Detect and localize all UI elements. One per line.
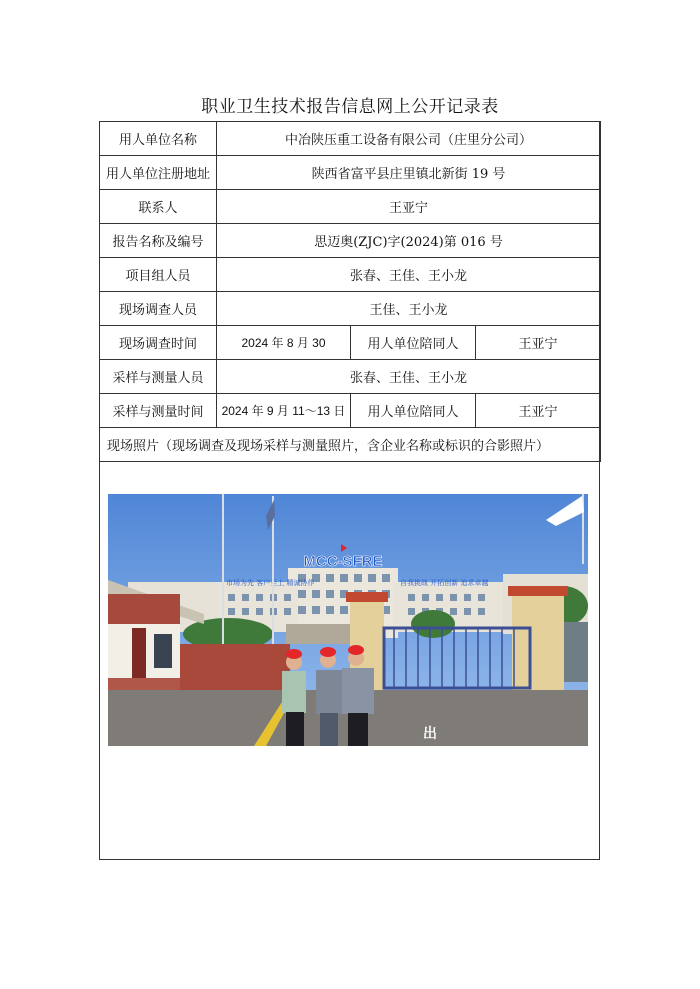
table-row: [100, 224, 601, 258]
registered-address-label: 用人单位注册地址: [100, 156, 217, 190]
employer-name-label: 用人单位名称: [100, 122, 217, 156]
table-row: [100, 156, 601, 190]
site-survey-time-value: 2024 年 8 月 30: [217, 326, 351, 360]
report-name-label: 报告名称及编号: [100, 224, 217, 258]
company-sign-text: MCC-SFRE: [303, 553, 383, 570]
survey-companion-label: 用人单位陪同人: [351, 326, 476, 360]
project-members-label: 项目组人员: [100, 258, 217, 292]
site-survey-staff-label: 现场调查人员: [100, 292, 217, 326]
table-row: [100, 122, 601, 156]
photos-note: 现场照片（现场调查及现场采样与测量照片，含企业名称或标识的合影照片）: [100, 428, 601, 462]
sampling-time-value: 2024 年 9 月 11～13 日: [217, 394, 351, 428]
document-title: 职业卫生技术报告信息网上公开记录表: [201, 97, 499, 117]
survey-companion-value: 王亚宁: [476, 326, 601, 360]
employer-name-value: 中冶陕压重工设备有限公司（庄里分公司）: [217, 122, 601, 156]
table-row: [100, 360, 601, 394]
project-members-value: 张春、王佳、王小龙: [217, 258, 601, 292]
sampling-time-label: 采样与测量时间: [100, 394, 217, 428]
contact-value: 王亚宁: [217, 190, 601, 224]
table-row: [100, 394, 601, 428]
table-row: [100, 190, 601, 224]
site-photo: [108, 494, 588, 746]
ground-mark-text: 出: [423, 726, 437, 742]
site-survey-time-label: 现场调查时间: [100, 326, 217, 360]
registered-address-value: 陕西省富平县庄里镇北新街 19 号: [217, 156, 601, 190]
report-name-value: 思迈奥(ZJC)字(2024)第 016 号: [217, 224, 601, 258]
table-row: [100, 292, 601, 326]
sampling-companion-label: 用人单位陪同人: [351, 394, 476, 428]
contact-label: 联系人: [100, 190, 217, 224]
sampling-staff-label: 采样与测量人员: [100, 360, 217, 394]
sampling-companion-value: 王亚宁: [476, 394, 601, 428]
sampling-staff-value: 张春、王佳、王小龙: [217, 360, 601, 394]
slogan-right-text: 自我挑战 开拓创新 追求卓越: [400, 579, 489, 587]
site-survey-staff-value: 王佳、王小龙: [217, 292, 601, 326]
table-row: [100, 326, 601, 360]
record-table: [99, 121, 601, 462]
slogan-left-text: 市场为先 客户至上 精诚协作: [226, 579, 315, 587]
table-row: [100, 428, 601, 462]
table-row: [100, 258, 601, 292]
